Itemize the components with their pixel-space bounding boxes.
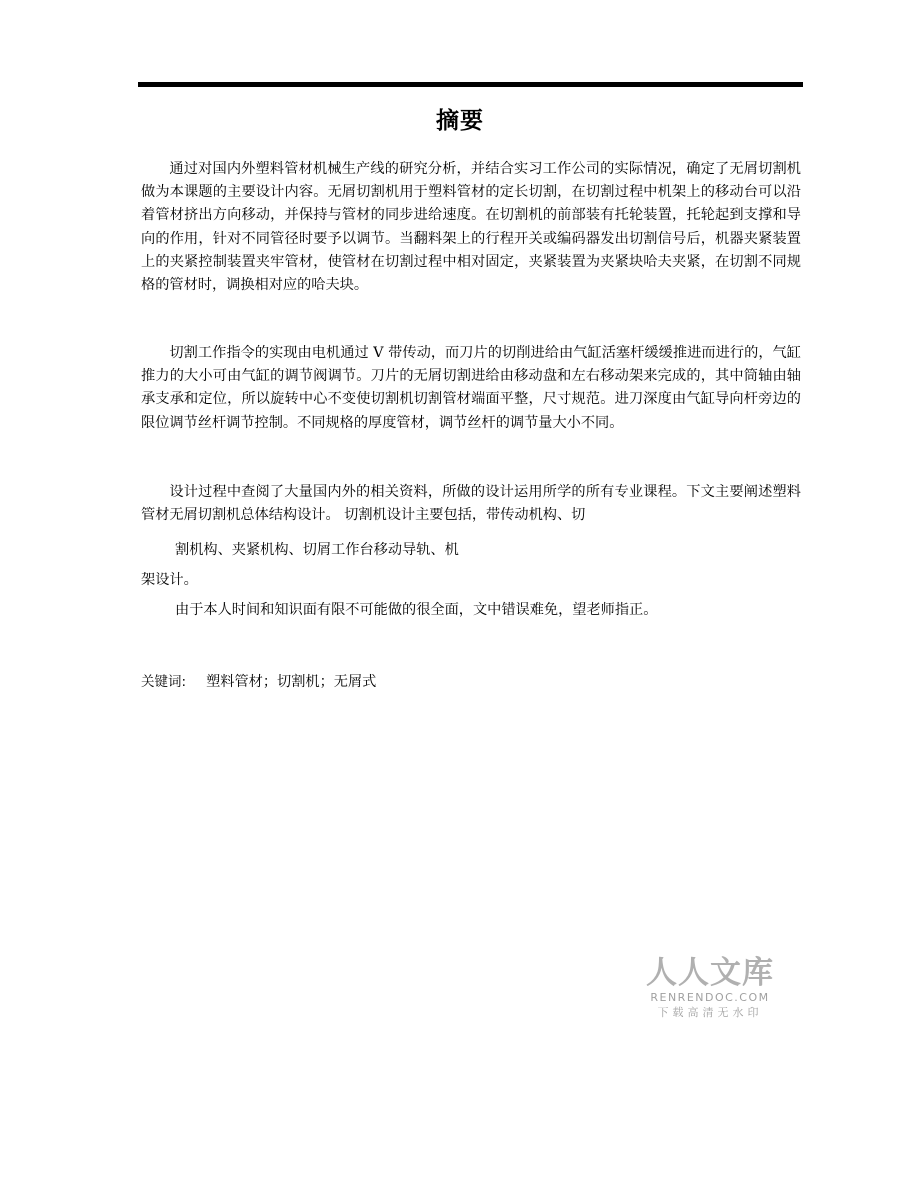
paragraph-closing: 由于本人时间和知识面有限不可能做的很全面，文中错误难免，望老师指正。	[175, 602, 658, 618]
header-rule	[138, 82, 803, 87]
paragraph-design-end: 架设计。	[141, 572, 198, 588]
watermark-logo	[640, 955, 780, 1021]
keywords-value: 塑料管材；切割机；无屑式	[206, 674, 377, 690]
keywords-line	[141, 672, 376, 692]
paragraph-intro: 通过对国内外塑料管材机械生产线的研究分析，并结合实习工作公司的实际情况，确定了无屑切割机做为本课题的主要设计内容。无屑切割机用于塑料管材的定长切割，在切割过程中机架上的移动台可以沿着管材挤出方向移动，并保持与管材的同步进给速度。在切割机的前部装有托轮装置，托轮起到支撑和导向的作用，针对不同管径时要予以调节。当翻料架上的行程开关或编码器发出切割信号后，机器夹紧装置上的夹紧控制装置夹牢管材，使管材在切割过程中相对固定，夹紧装置为夹紧块哈夫夹紧，在切割不同规格的管材时，调换相对应的哈夫块。	[141, 161, 801, 294]
paragraph-design-continuation: 割机构、夹紧机构、切屑工作台移动导轨、机	[175, 542, 459, 558]
watermark-tagline: 下载高清无水印	[657, 1006, 763, 1019]
watermark-brand: 人人文库	[646, 955, 774, 991]
keywords-label: 关键词:	[141, 674, 187, 690]
page-title: 摘要	[436, 108, 484, 134]
paragraph-cutting: 切割工作指令的实现由电机通过 V 带传动，而刀片的切削进给由气缸活塞杆缓缓推进而进行的，气缸推力的大小可由气缸的调节阀调节。刀片的无屑切割进给由移动盘和左右移动架来完成的，其中筒轴由轴承支承和定位，所以旋转中心不变使切割机切割管材端面平整，尺寸规范。进刀深度由气缸导向杆旁边的限位调节丝杆调节控制。不同规格的厚度管材，调节丝杆的调节量大小不同。	[141, 345, 801, 431]
watermark-domain: RENRENDOC.COM	[650, 991, 770, 1004]
paragraph-design: 设计过程中查阅了大量国内外的相关资料，所做的设计运用所学的所有专业课程。下文主要阐述塑料管材无屑切割机总体结构设计。 切割机设计主要包括，带传动机构、切	[141, 484, 801, 524]
